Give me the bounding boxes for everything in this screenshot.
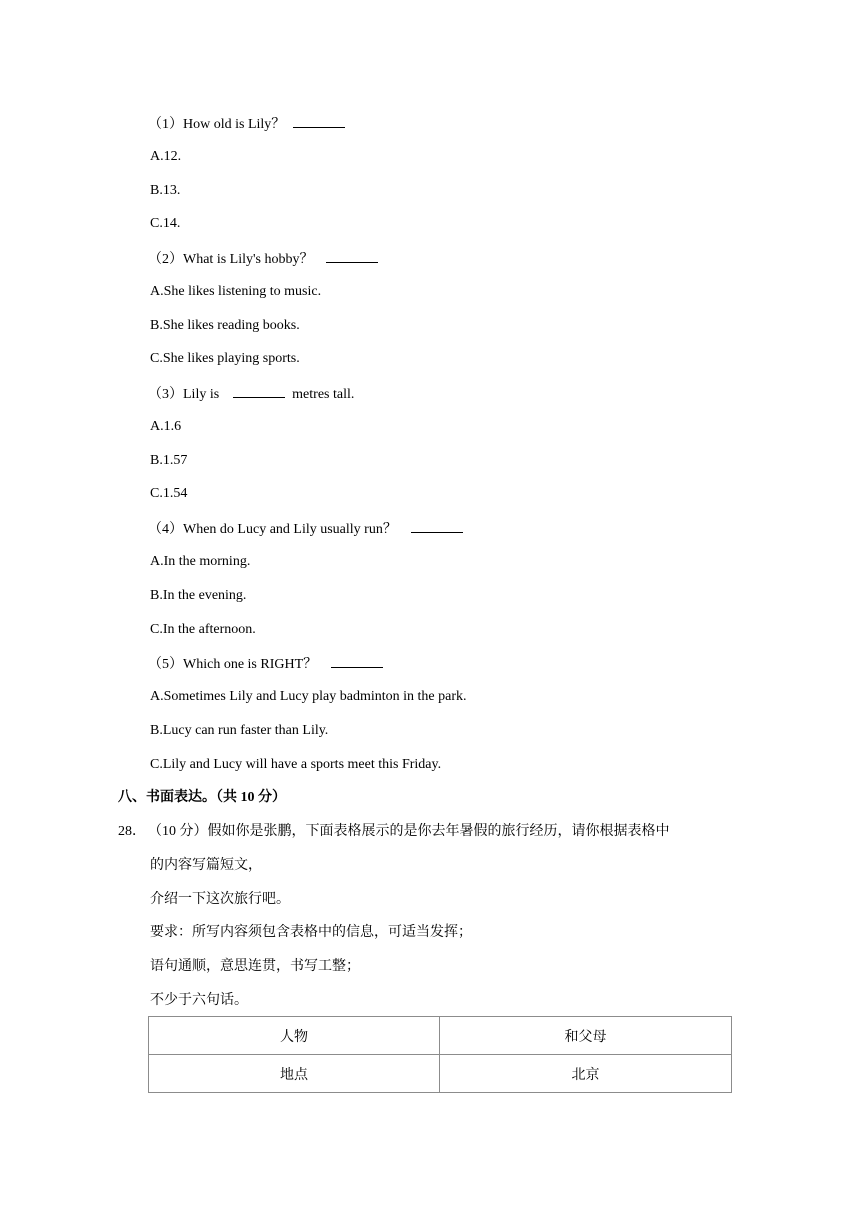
option-a: A.She likes listening to music. xyxy=(150,284,322,299)
option-b: B.She likes reading books. xyxy=(150,318,300,333)
option-a: A.In the morning. xyxy=(150,554,251,569)
question-5-text: （5）Which one is RIGHT？ xyxy=(148,657,318,672)
task-line-4: 要求：所写内容须包含表格中的信息，可适当发挥； xyxy=(150,925,472,940)
task-number: 28． xyxy=(118,824,146,839)
task-line-1: （10 分）假如你是张鹏，下面表格展示的是你去年暑假的旅行经历，请你根据表格中 xyxy=(148,824,670,839)
table-cell: 和父母 xyxy=(440,1017,732,1055)
option-a: A.Sometimes Lily and Lucy play badminton in the park. xyxy=(150,689,467,704)
question-4-text: （4）When do Lucy and Lily usually run？ xyxy=(148,522,397,537)
option-b: B.In the evening. xyxy=(150,588,247,603)
option-b: B.Lucy can run faster than Lily. xyxy=(150,723,329,738)
question-3-text-after: metres tall. xyxy=(292,387,355,402)
task-line-6: 不少于六句话。 xyxy=(150,993,248,1008)
answer-blank[interactable] xyxy=(331,654,383,668)
section-heading: 八、书面表达。（共 10 分） xyxy=(118,790,286,805)
question-2-stem xyxy=(148,249,378,269)
answer-blank[interactable] xyxy=(411,519,463,533)
table-row xyxy=(149,1017,732,1055)
question-1-stem xyxy=(148,114,345,134)
option-a: A.1.6 xyxy=(150,419,182,434)
option-c: C.Lily and Lucy will have a sports meet this Friday. xyxy=(150,757,442,772)
table-row xyxy=(149,1055,732,1093)
task-line-5: 语句通顺，意思连贯，书写工整； xyxy=(150,959,360,974)
question-2-text: （2）What is Lily's hobby？ xyxy=(148,252,314,267)
question-3-stem xyxy=(148,384,354,404)
option-c: C.In the afternoon. xyxy=(150,622,256,637)
task-line-3: 介绍一下这次旅行吧。 xyxy=(150,892,290,907)
question-5-stem xyxy=(148,654,383,674)
option-c: C.She likes playing sports. xyxy=(150,351,300,366)
option-a: A.12. xyxy=(150,149,182,164)
task-line-2: 的内容写篇短文， xyxy=(150,858,262,873)
option-c: C.14. xyxy=(150,216,181,231)
question-1-text: （1）How old is Lily？ xyxy=(148,117,286,132)
table-cell: 地点 xyxy=(149,1055,440,1093)
answer-blank[interactable] xyxy=(233,384,285,398)
table-cell: 北京 xyxy=(440,1055,732,1093)
question-3-text: （3）Lily is xyxy=(148,387,220,402)
answer-blank[interactable] xyxy=(293,114,345,128)
option-b: B.13. xyxy=(150,183,181,198)
option-b: B.1.57 xyxy=(150,453,188,468)
table-cell: 人物 xyxy=(149,1017,440,1055)
option-c: C.1.54 xyxy=(150,486,188,501)
info-table xyxy=(148,1016,732,1093)
answer-blank[interactable] xyxy=(326,249,378,263)
question-4-stem xyxy=(148,519,463,539)
